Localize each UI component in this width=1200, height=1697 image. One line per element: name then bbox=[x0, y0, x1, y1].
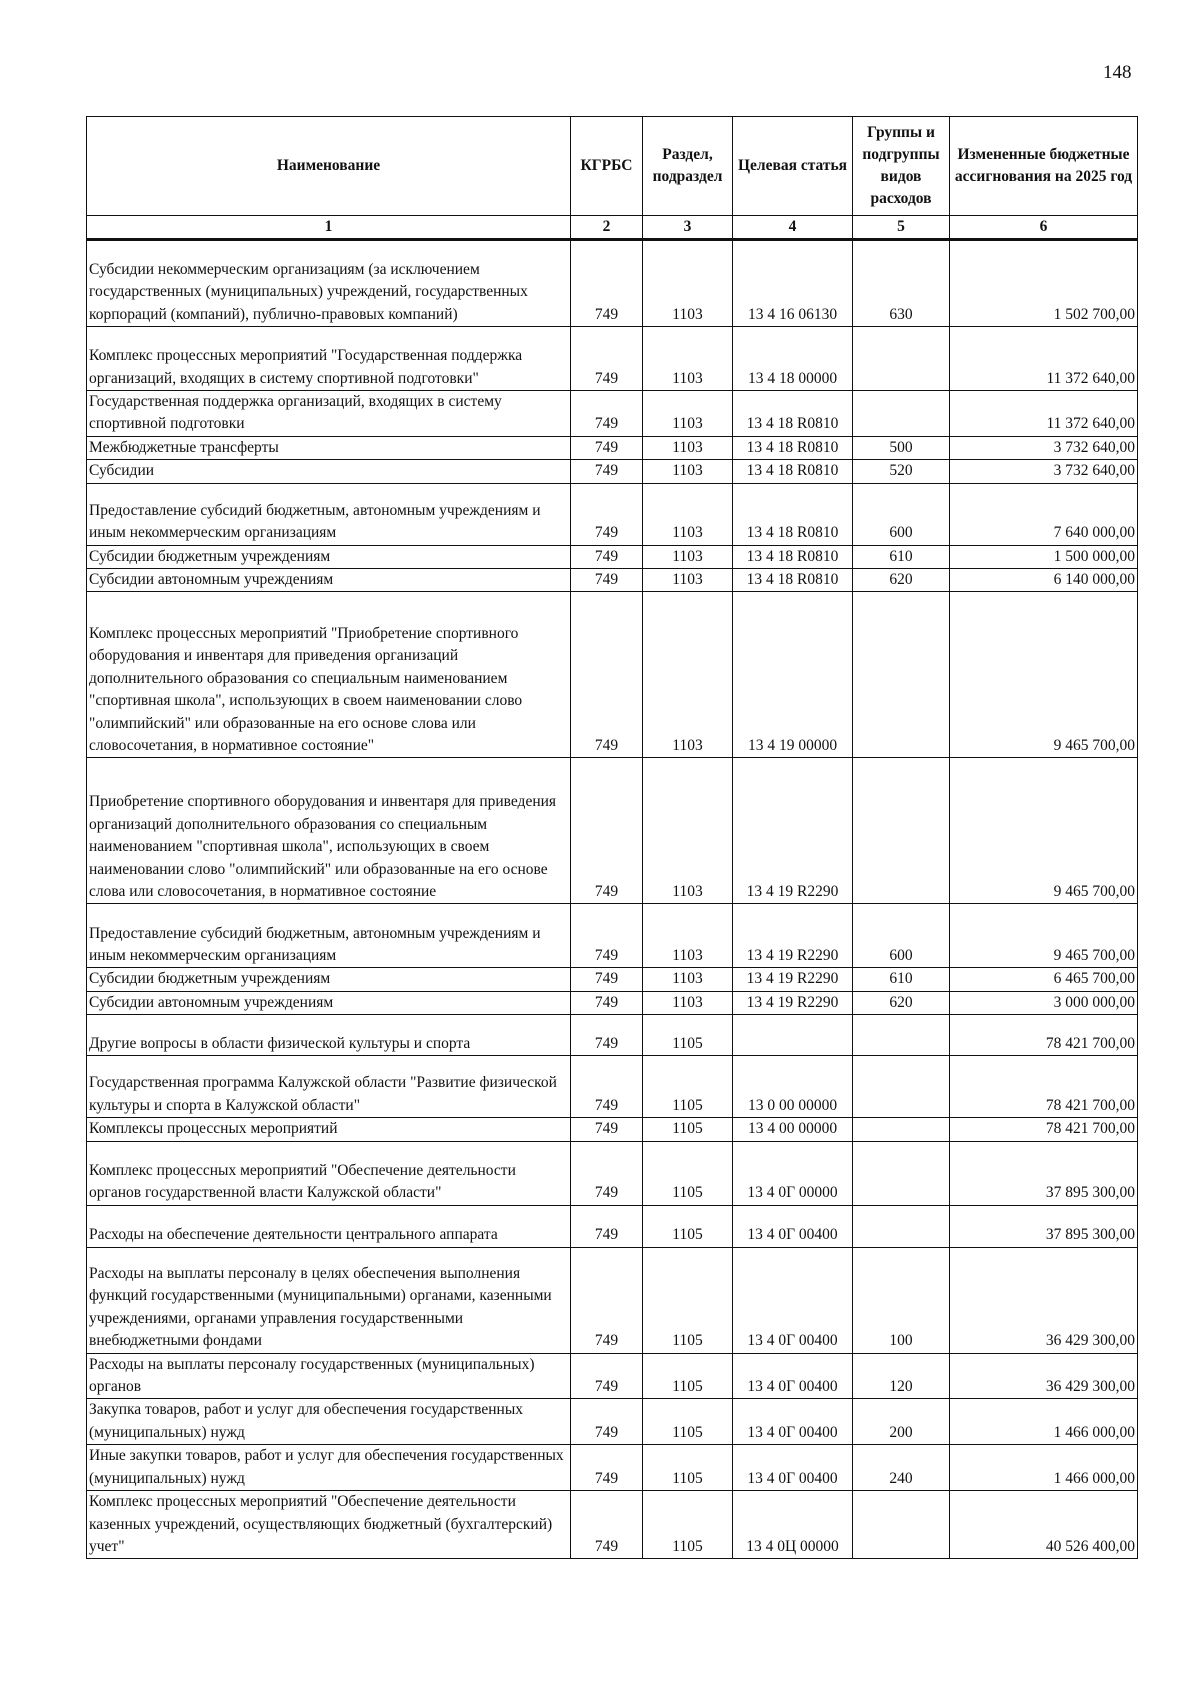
row-razdel: 1103 bbox=[643, 991, 733, 1014]
row-razdel: 1103 bbox=[643, 391, 733, 437]
row-razdel: 1103 bbox=[643, 483, 733, 545]
table-row bbox=[87, 1491, 1138, 1559]
row-name: Комплекс процессных мероприятий "Государственная поддержка организаций, входящих в систему спортивной подготовки" bbox=[87, 327, 571, 391]
row-name: Комплексы процессных мероприятий bbox=[87, 1118, 571, 1141]
row-target: 13 4 19 R2290 bbox=[733, 991, 853, 1014]
table-row bbox=[87, 1141, 1138, 1205]
row-kgrbs: 749 bbox=[571, 1015, 643, 1056]
row-razdel: 1105 bbox=[643, 1247, 733, 1353]
header-razdel: Раздел, подраздел bbox=[643, 117, 733, 216]
table-row bbox=[87, 1399, 1138, 1445]
row-group: 600 bbox=[853, 904, 950, 968]
column-number: 6 bbox=[950, 216, 1138, 240]
column-number: 3 bbox=[643, 216, 733, 240]
row-target: 13 4 19 R2290 bbox=[733, 904, 853, 968]
row-group bbox=[853, 1015, 950, 1056]
row-kgrbs: 749 bbox=[571, 1491, 643, 1559]
row-target: 13 4 19 00000 bbox=[733, 592, 853, 758]
row-kgrbs: 749 bbox=[571, 991, 643, 1014]
row-kgrbs: 749 bbox=[571, 1399, 643, 1445]
table-row bbox=[87, 240, 1138, 327]
row-razdel: 1103 bbox=[643, 968, 733, 991]
row-target: 13 4 18 R0810 bbox=[733, 391, 853, 437]
row-amount: 11 372 640,00 bbox=[950, 327, 1138, 391]
row-amount: 1 500 000,00 bbox=[950, 545, 1138, 568]
row-amount: 3 000 000,00 bbox=[950, 991, 1138, 1014]
row-group bbox=[853, 327, 950, 391]
row-group: 600 bbox=[853, 483, 950, 545]
row-amount: 36 429 300,00 bbox=[950, 1353, 1138, 1399]
row-target: 13 4 18 R0810 bbox=[733, 569, 853, 592]
row-name: Расходы на выплаты персоналу в целях обеспечения выполнения функций государственными (муниципальными) органами, казенными учреждениями, органами управления государственными внебюджетными фондами bbox=[87, 1247, 571, 1353]
header-amount: Измененные бюджетные ассигнования на 2025 год bbox=[950, 117, 1138, 216]
row-amount: 36 429 300,00 bbox=[950, 1247, 1138, 1353]
row-kgrbs: 749 bbox=[571, 1445, 643, 1491]
row-amount: 9 465 700,00 bbox=[950, 758, 1138, 904]
table-row bbox=[87, 1445, 1138, 1491]
row-amount: 78 421 700,00 bbox=[950, 1118, 1138, 1141]
row-razdel: 1105 bbox=[643, 1445, 733, 1491]
row-name: Иные закупки товаров, работ и услуг для обеспечения государственных (муниципальных) нужд bbox=[87, 1445, 571, 1491]
table-header-row bbox=[87, 117, 1138, 216]
row-kgrbs: 749 bbox=[571, 1056, 643, 1118]
row-kgrbs: 749 bbox=[571, 758, 643, 904]
row-name: Государственная программа Калужской области "Развитие физической культуры и спорта в Калужской области" bbox=[87, 1056, 571, 1118]
budget-table bbox=[86, 116, 1138, 1559]
table-body bbox=[87, 240, 1138, 1559]
row-kgrbs: 749 bbox=[571, 569, 643, 592]
row-razdel: 1103 bbox=[643, 904, 733, 968]
table-row bbox=[87, 569, 1138, 592]
table-row bbox=[87, 592, 1138, 758]
row-target: 13 4 18 R0810 bbox=[733, 483, 853, 545]
column-number: 4 bbox=[733, 216, 853, 240]
table-row bbox=[87, 1205, 1138, 1247]
row-group: 610 bbox=[853, 545, 950, 568]
row-group: 630 bbox=[853, 240, 950, 327]
row-target: 13 4 0Г 00400 bbox=[733, 1399, 853, 1445]
row-name: Комплекс процессных мероприятий "Обеспечение деятельности казенных учреждений, осуществляющих бюджетный (бухгалтерский) учет" bbox=[87, 1491, 571, 1559]
row-name: Другие вопросы в области физической культуры и спорта bbox=[87, 1015, 571, 1056]
column-number-row bbox=[87, 216, 1138, 240]
row-amount: 40 526 400,00 bbox=[950, 1491, 1138, 1559]
row-name: Субсидии некоммерческим организациям (за исключением государственных (муниципальных) учреждений, государственных корпораций (компаний), публично-правовых компаний) bbox=[87, 240, 571, 327]
row-name: Комплекс процессных мероприятий "Приобретение спортивного оборудования и инвентаря для приведения организаций дополнительного образования со специальным наименованием "спортивная школа", использующих в своем наименовании слово "олимпийский" или образованные на его основе слова или словосочетания, в нормативное состояние" bbox=[87, 592, 571, 758]
table-row bbox=[87, 1353, 1138, 1399]
row-name: Комплекс процессных мероприятий "Обеспечение деятельности органов государственной власти Калужской области" bbox=[87, 1141, 571, 1205]
page-number: 148 bbox=[1103, 62, 1132, 83]
row-target: 13 4 19 R2290 bbox=[733, 968, 853, 991]
row-amount: 7 640 000,00 bbox=[950, 483, 1138, 545]
row-kgrbs: 749 bbox=[571, 968, 643, 991]
row-target: 13 4 0Г 00000 bbox=[733, 1141, 853, 1205]
table-row bbox=[87, 1118, 1138, 1141]
row-name: Субсидии бюджетным учреждениям bbox=[87, 545, 571, 568]
row-razdel: 1105 bbox=[643, 1141, 733, 1205]
row-target: 13 4 18 R0810 bbox=[733, 545, 853, 568]
row-name: Предоставление субсидий бюджетным, автономным учреждениям и иным некоммерческим организациям bbox=[87, 904, 571, 968]
row-group bbox=[853, 758, 950, 904]
table-row bbox=[87, 904, 1138, 968]
row-kgrbs: 749 bbox=[571, 460, 643, 483]
column-number: 1 bbox=[87, 216, 571, 240]
row-group bbox=[853, 1491, 950, 1559]
table-row bbox=[87, 436, 1138, 459]
row-name: Субсидии бюджетным учреждениям bbox=[87, 968, 571, 991]
row-razdel: 1105 bbox=[643, 1399, 733, 1445]
table-row bbox=[87, 1015, 1138, 1056]
row-amount: 9 465 700,00 bbox=[950, 592, 1138, 758]
row-razdel: 1105 bbox=[643, 1118, 733, 1141]
row-kgrbs: 749 bbox=[571, 592, 643, 758]
header-target: Целевая статья bbox=[733, 117, 853, 216]
row-razdel: 1103 bbox=[643, 327, 733, 391]
row-target: 13 4 0Г 00400 bbox=[733, 1353, 853, 1399]
row-group bbox=[853, 391, 950, 437]
row-group: 520 bbox=[853, 460, 950, 483]
row-kgrbs: 749 bbox=[571, 1141, 643, 1205]
row-razdel: 1103 bbox=[643, 545, 733, 568]
table-row bbox=[87, 1247, 1138, 1353]
row-group: 200 bbox=[853, 1399, 950, 1445]
row-razdel: 1105 bbox=[643, 1056, 733, 1118]
row-razdel: 1103 bbox=[643, 758, 733, 904]
row-group: 120 bbox=[853, 1353, 950, 1399]
row-name: Закупка товаров, работ и услуг для обеспечения государственных (муниципальных) нужд bbox=[87, 1399, 571, 1445]
row-target: 13 4 0Г 00400 bbox=[733, 1247, 853, 1353]
row-kgrbs: 749 bbox=[571, 483, 643, 545]
row-group bbox=[853, 1205, 950, 1247]
row-amount: 6 140 000,00 bbox=[950, 569, 1138, 592]
table-row bbox=[87, 545, 1138, 568]
row-target: 13 4 00 00000 bbox=[733, 1118, 853, 1141]
row-razdel: 1103 bbox=[643, 436, 733, 459]
row-amount: 6 465 700,00 bbox=[950, 968, 1138, 991]
row-target: 13 4 18 R0810 bbox=[733, 436, 853, 459]
table-row bbox=[87, 1056, 1138, 1118]
row-kgrbs: 749 bbox=[571, 545, 643, 568]
row-amount: 37 895 300,00 bbox=[950, 1141, 1138, 1205]
row-target: 13 4 16 06130 bbox=[733, 240, 853, 327]
row-group: 500 bbox=[853, 436, 950, 459]
row-kgrbs: 749 bbox=[571, 1247, 643, 1353]
row-group bbox=[853, 1141, 950, 1205]
table-row bbox=[87, 391, 1138, 437]
row-target: 13 4 0Г 00400 bbox=[733, 1445, 853, 1491]
row-kgrbs: 749 bbox=[571, 327, 643, 391]
row-target: 13 4 18 00000 bbox=[733, 327, 853, 391]
header-name: Наименование bbox=[87, 117, 571, 216]
row-kgrbs: 749 bbox=[571, 240, 643, 327]
row-amount: 3 732 640,00 bbox=[950, 436, 1138, 459]
row-name: Субсидии автономным учреждениям bbox=[87, 569, 571, 592]
table-row bbox=[87, 991, 1138, 1014]
row-target: 13 4 19 R2290 bbox=[733, 758, 853, 904]
row-name: Межбюджетные трансферты bbox=[87, 436, 571, 459]
header-groups: Группы и подгруппы видов расходов bbox=[853, 117, 950, 216]
row-amount: 3 732 640,00 bbox=[950, 460, 1138, 483]
row-kgrbs: 749 bbox=[571, 1118, 643, 1141]
row-target: 13 4 0Ц 00000 bbox=[733, 1491, 853, 1559]
row-kgrbs: 749 bbox=[571, 904, 643, 968]
row-group: 240 bbox=[853, 1445, 950, 1491]
row-target: 13 4 18 R0810 bbox=[733, 460, 853, 483]
table-row bbox=[87, 460, 1138, 483]
row-kgrbs: 749 bbox=[571, 1353, 643, 1399]
row-razdel: 1105 bbox=[643, 1205, 733, 1247]
row-amount: 78 421 700,00 bbox=[950, 1056, 1138, 1118]
row-amount: 1 502 700,00 bbox=[950, 240, 1138, 327]
row-group bbox=[853, 1118, 950, 1141]
row-amount: 37 895 300,00 bbox=[950, 1205, 1138, 1247]
table-row bbox=[87, 483, 1138, 545]
row-razdel: 1105 bbox=[643, 1491, 733, 1559]
row-razdel: 1103 bbox=[643, 240, 733, 327]
row-amount: 1 466 000,00 bbox=[950, 1445, 1138, 1491]
row-name: Субсидии автономным учреждениям bbox=[87, 991, 571, 1014]
row-razdel: 1105 bbox=[643, 1353, 733, 1399]
row-target: 13 0 00 00000 bbox=[733, 1056, 853, 1118]
row-group: 620 bbox=[853, 991, 950, 1014]
row-name: Государственная поддержка организаций, входящих в систему спортивной подготовки bbox=[87, 391, 571, 437]
row-group bbox=[853, 592, 950, 758]
row-group: 610 bbox=[853, 968, 950, 991]
row-razdel: 1103 bbox=[643, 569, 733, 592]
column-number: 2 bbox=[571, 216, 643, 240]
header-kgrbs: КГРБС bbox=[571, 117, 643, 216]
row-razdel: 1105 bbox=[643, 1015, 733, 1056]
row-name: Субсидии bbox=[87, 460, 571, 483]
row-kgrbs: 749 bbox=[571, 1205, 643, 1247]
row-target: 13 4 0Г 00400 bbox=[733, 1205, 853, 1247]
row-group: 100 bbox=[853, 1247, 950, 1353]
row-target bbox=[733, 1015, 853, 1056]
row-name: Приобретение спортивного оборудования и инвентаря для приведения организаций дополнительного образования со специальным наименованием "спортивная школа", использующих в своем наименовании слово "олимпийский" или образованные на его основе слова или словосочетания, в нормативное состояние bbox=[87, 758, 571, 904]
row-name: Предоставление субсидий бюджетным, автономным учреждениям и иным некоммерческим организациям bbox=[87, 483, 571, 545]
row-group: 620 bbox=[853, 569, 950, 592]
row-kgrbs: 749 bbox=[571, 436, 643, 459]
row-group bbox=[853, 1056, 950, 1118]
table-row bbox=[87, 968, 1138, 991]
row-razdel: 1103 bbox=[643, 460, 733, 483]
row-amount: 9 465 700,00 bbox=[950, 904, 1138, 968]
column-number: 5 bbox=[853, 216, 950, 240]
row-razdel: 1103 bbox=[643, 592, 733, 758]
row-name: Расходы на обеспечение деятельности центрального аппарата bbox=[87, 1205, 571, 1247]
row-kgrbs: 749 bbox=[571, 391, 643, 437]
row-amount: 78 421 700,00 bbox=[950, 1015, 1138, 1056]
row-amount: 1 466 000,00 bbox=[950, 1399, 1138, 1445]
row-name: Расходы на выплаты персоналу государственных (муниципальных) органов bbox=[87, 1353, 571, 1399]
table-row bbox=[87, 327, 1138, 391]
row-amount: 11 372 640,00 bbox=[950, 391, 1138, 437]
table-row bbox=[87, 758, 1138, 904]
